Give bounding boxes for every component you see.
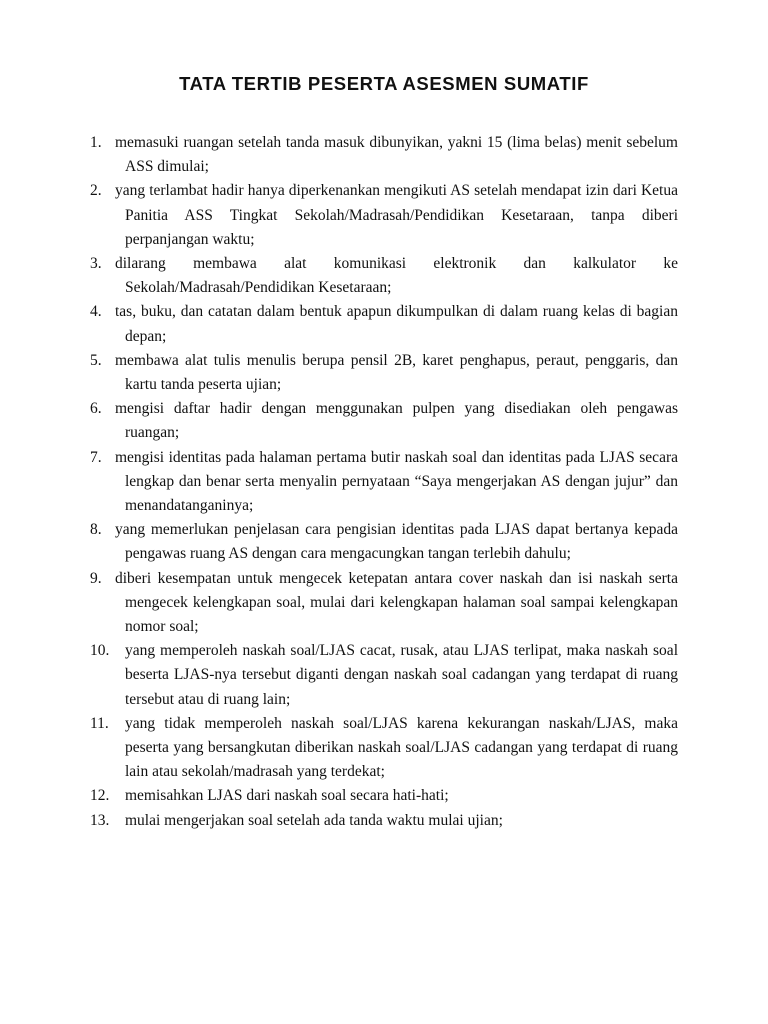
- rule-number: 5.: [90, 351, 102, 369]
- rule-item: [90, 639, 678, 712]
- rule-item: [90, 446, 678, 519]
- rule-text: yang memperoleh naskah soal/LJAS cacat, rusak, atau LJAS terlipat, maka naskah soal beserta LJAS-nya tersebut diganti dengan naskah soal cadangan yang terdapat di ruang tersebut atau di ruang lain;: [125, 642, 678, 708]
- rule-text: mengisi identitas pada halaman pertama butir naskah soal dan identitas pada LJAS secara lengkap dan benar serta menyalin pernyataan “Saya mengerjakan AS dengan jujur” dan menandatanganinya;: [115, 448, 678, 515]
- rule-text: yang terlambat hadir hanya diperkenankan mengikuti AS setelah mendapat izin dari Ketua Panitia ASS Tingkat Sekolah/Madrasah/Pendidikan Kesetaraan, tanpa diberi perpanjangan waktu;: [115, 182, 678, 248]
- rule-item: [90, 784, 678, 808]
- rule-text: memasuki ruangan setelah tanda masuk dibunyikan, yakni 15 (lima belas) menit sebelum ASS dimulai;: [115, 134, 678, 176]
- rule-text: dilarang membawa alat komunikasi elektronik dan kalkulator ke Sekolah/Madrasah/Pendidikan Kesetaraan;: [115, 255, 678, 297]
- rule-text: yang tidak memperoleh naskah soal/LJAS karena kekurangan naskah/LJAS, maka peserta yang bersangkutan diberikan naskah soal/LJAS cadangan yang terdapat di ruang lain atau sekolah/madrasah yang terdekat;: [125, 714, 678, 781]
- rule-number: 13.: [90, 811, 110, 829]
- rule-number: 6.: [90, 400, 102, 418]
- rule-item: [90, 518, 678, 566]
- rule-item: [90, 300, 678, 348]
- rule-number: 7.: [90, 448, 102, 466]
- rule-item: [90, 809, 678, 833]
- rule-number: 9.: [90, 569, 102, 587]
- rule-item: [90, 567, 678, 640]
- rule-number: 8.: [90, 521, 102, 539]
- rule-number: 4.: [90, 303, 102, 321]
- rule-number: 1.: [90, 134, 102, 151]
- rule-text: diberi kesempatan untuk mengecek ketepatan antara cover naskah dan isi naskah serta mengecek kelengkapan soal, mulai dari kelengkapan halaman soal sampai kelengkapan nomor soal;: [115, 569, 678, 636]
- rule-item: [90, 712, 678, 785]
- rule-item: [90, 179, 678, 252]
- rule-number: 3.: [90, 255, 102, 273]
- rule-text: membawa alat tulis menulis berupa pensil 2B, karet penghapus, peraut, penggaris, dan kartu tanda peserta ujian;: [115, 351, 678, 394]
- rule-number: 2.: [90, 182, 102, 200]
- rule-item: [90, 349, 678, 397]
- rule-text: mengisi daftar hadir dengan menggunakan pulpen yang disediakan oleh pengawas ruangan;: [115, 400, 678, 442]
- rule-number: 12.: [90, 787, 110, 805]
- rule-item: [90, 397, 678, 445]
- rule-item: [90, 252, 678, 300]
- rule-number: 10.: [90, 642, 110, 660]
- rule-text: yang memerlukan penjelasan cara pengisian identitas pada LJAS dapat bertanya kepada pengawas ruang AS dengan cara mengacungkan tangan terlebih dahulu;: [115, 521, 678, 563]
- rule-number: 11.: [90, 714, 109, 732]
- document-title: TATA TERTIB PESERTA ASESMEN SUMATIF: [179, 73, 589, 94]
- rule-text: tas, buku, dan catatan dalam bentuk apapun dikumpulkan di dalam ruang kelas di bagian depan;: [115, 303, 678, 345]
- rules-list: [90, 131, 678, 833]
- rule-text: memisahkan LJAS dari naskah soal secara hati-hati;: [125, 787, 449, 805]
- rule-item: [90, 131, 678, 179]
- rule-text: mulai mengerjakan soal setelah ada tanda waktu mulai ujian;: [125, 811, 503, 829]
